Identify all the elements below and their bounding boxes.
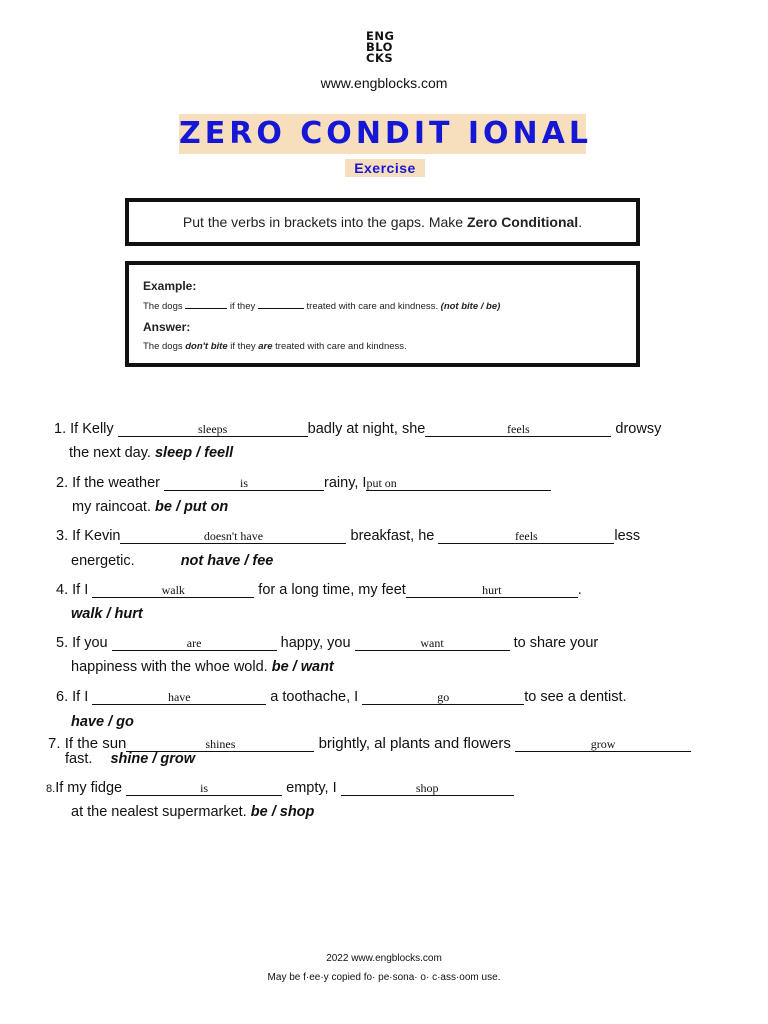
example-text: treated with care and kindness. — [303, 301, 441, 312]
question-1 — [54, 421, 661, 437]
verb-hint: be / shop — [250, 804, 315, 820]
answer-text: The dogs — [143, 341, 186, 352]
question-7-line2 — [65, 751, 195, 767]
site-url: www.engblocks.com — [320, 75, 448, 91]
question-number: 4. — [56, 582, 69, 598]
example-text: if they — [227, 301, 258, 312]
example-blank — [185, 308, 227, 309]
logo-line: BLO — [366, 40, 393, 54]
question-2 — [56, 475, 551, 491]
page-subtitle: Exercise — [345, 159, 425, 177]
answer-blank[interactable]: put on — [366, 476, 551, 491]
question-4 — [56, 582, 582, 598]
answer-bold: are — [258, 341, 273, 352]
engblocks-logo — [366, 31, 402, 64]
logo-line: CKS — [366, 51, 394, 65]
question-text: If my fidge — [55, 780, 127, 796]
instruction-text: Put the verbs in brackets into the gaps. Make — [182, 214, 467, 230]
question-text: breakfast, he — [346, 528, 439, 544]
verb-hint: be / want — [271, 659, 334, 675]
question-text: If Kelly — [70, 421, 118, 437]
answer-blank[interactable]: are — [112, 636, 277, 651]
question-7 — [48, 735, 691, 752]
question-text: happy, you — [276, 635, 355, 651]
question-4-line2 — [71, 606, 143, 622]
question-text: If Kevin — [72, 528, 121, 544]
question-3 — [56, 528, 640, 544]
example-blank — [258, 308, 304, 309]
question-text: happiness with the whoe wold. — [71, 659, 272, 675]
answer-blank[interactable]: shop — [341, 781, 514, 796]
question-1-line2 — [69, 445, 233, 461]
question-text: at the nealest supermarket. — [71, 804, 251, 820]
question-number: 6. — [56, 689, 69, 705]
question-number: 3. — [56, 528, 69, 544]
instruction-suffix: . — [578, 214, 583, 230]
footer-license: May be f·ee·y copied fo· pe·sona· o· c·ass·oom use. — [267, 972, 501, 983]
answer-blank[interactable]: hurt — [406, 583, 578, 598]
answer-blank[interactable]: feels — [425, 422, 611, 437]
answer-blank[interactable]: is — [126, 781, 282, 796]
question-text: brightly, al plants and flowers — [314, 735, 516, 752]
question-text: for a long time, my feet — [254, 582, 406, 598]
question-text: If the sun — [64, 735, 127, 752]
question-text: badly at night, she — [307, 421, 426, 437]
example-text: The dogs — [143, 301, 186, 312]
question-text: drowsy — [611, 421, 662, 437]
question-text: If you — [72, 635, 112, 651]
answer-bold: don't bite — [185, 341, 228, 352]
question-text: less — [614, 528, 641, 544]
answer-blank[interactable]: feels — [438, 529, 614, 544]
question-number: 5. — [56, 635, 69, 651]
question-6-line2 — [71, 714, 134, 730]
answer-blank[interactable]: have — [92, 690, 266, 705]
question-text: If the weather — [72, 475, 165, 491]
answer-blank[interactable]: go — [362, 690, 524, 705]
answer-blank[interactable]: want — [355, 636, 510, 651]
page-title: ZERO CONDIT IONAL — [179, 114, 586, 154]
answer-sentence — [143, 341, 407, 352]
verb-hint: walk / hurt — [71, 606, 143, 622]
answer-text: if they — [227, 341, 259, 352]
question-text: to see a dentist. — [524, 689, 627, 705]
example-sentence — [143, 301, 500, 312]
question-number: 7. — [48, 735, 61, 752]
question-text: If I — [72, 582, 93, 598]
question-text: a toothache, I — [266, 689, 363, 705]
verb-hint: not have / fee — [180, 553, 274, 569]
question-text: rainy, I — [324, 475, 367, 491]
question-8-line2 — [71, 804, 314, 820]
answer-blank[interactable]: grow — [515, 737, 691, 752]
question-text: empty, I — [282, 780, 341, 796]
logo-line: ENG — [366, 29, 395, 43]
question-number: 1. — [54, 421, 67, 437]
answer-text: treated with care and kindness. — [272, 341, 407, 352]
answer-label: Answer: — [143, 320, 191, 334]
question-text: fast. — [65, 751, 97, 767]
answer-blank[interactable]: shines — [126, 737, 314, 752]
question-text: to share your — [509, 635, 599, 651]
question-text: If I — [72, 689, 93, 705]
example-label: Example: — [143, 279, 197, 293]
verb-hint: have / go — [71, 714, 134, 730]
answer-blank[interactable]: doesn't have — [120, 529, 346, 544]
answer-blank[interactable]: is — [164, 476, 324, 491]
question-text: energetic. — [71, 553, 135, 569]
verb-hint: be / put on — [155, 499, 229, 515]
verb-hint: shine / grow — [110, 751, 196, 767]
question-text: my raincoat. — [72, 499, 155, 515]
question-2-line2 — [72, 499, 228, 515]
footer-copyright: 2022 www.engblocks.com — [326, 953, 442, 964]
question-6 — [56, 689, 627, 705]
question-5-line2 — [71, 659, 334, 675]
verb-hint: sleep / feell — [154, 445, 234, 461]
question-text: the next day. — [69, 445, 155, 461]
question-8 — [46, 780, 514, 796]
question-3-line2 — [71, 553, 273, 569]
question-5 — [56, 635, 598, 651]
example-box — [125, 261, 640, 367]
instruction-box — [125, 198, 640, 246]
answer-blank[interactable]: sleeps — [118, 422, 308, 437]
question-text: . — [577, 582, 582, 598]
answer-blank[interactable]: walk — [92, 583, 254, 598]
instruction-bold: Zero Conditional — [466, 214, 579, 230]
example-hint: (not bite / be) — [440, 301, 501, 312]
question-number: 2. — [56, 475, 69, 491]
question-number: 8. — [46, 783, 56, 795]
